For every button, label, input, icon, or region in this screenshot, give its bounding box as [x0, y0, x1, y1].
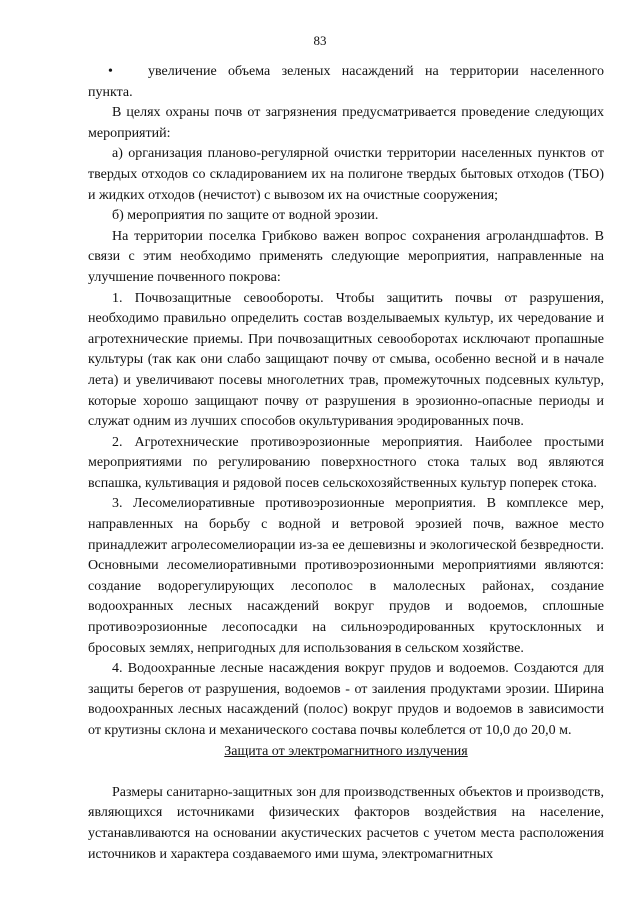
- bullet-paragraph: [88, 62, 604, 103]
- bullet-icon: •: [108, 64, 113, 79]
- paragraph-measure-1: 1. Почвозащитные севообороты. Чтобы защитить почвы от разрушения, необходимо правильно определить состав возделываемых культур, их чередование и агротехнические приемы. При почвозащитных севооборотах исключают пропашные культуры (так как они слабо защищают почву от смыва, особенно весной и в начале лета) и увеличивают посевы многолетних трав, промежуточных подсевных культур, которые хорошо защищают почву от разрушения в эрозионно-опасные периоды и служат одним из лучших способов окультуривания эродированных почв.: [88, 290, 604, 430]
- page-number: 83: [313, 33, 327, 48]
- document-body: [88, 62, 604, 865]
- paragraph-measure-3: 3. Лесомелиоративные противоэрозионные мероприятия. В комплексе мер, направленных на борьбу с водной и ветровой эрозией почв, важное место принадлежит агролесомелиорации из-за ее дешевизны и экологической безвредности. Основными лесомелиоративными противоэрозионными мероприятиями являются: создание водорегулирующих лесополос в малолесных районах, создание водоохранных лесных насаждений вокруг прудов и водоемов, сплошные противоэрозионные лесопосадки на сильноэродированных крутосклонных и бросовых землях, непригодных для использования в сельском хозяйстве.: [88, 496, 604, 656]
- paragraph-item-a: а) организация планово-регулярной очистки территории населенных пунктов от твердых отходов со складированием их на полигоне твердых бытовых отходов (ТБО) и жидких отходов (нечистот) с вывозом их на очистные сооружения;: [88, 146, 604, 203]
- paragraph-measure-4: 4. Водоохранные лесные насаждения вокруг прудов и водоемов. Создаются для защиты берегов от разрушения, водоемов - от заиления продуктами эрозии. Ширина водоохранных лесных насаждений (полос) вокруг прудов и водоемов в зависимости от крутизны склона и механического состава почвы колеблется от 10,0 до 20,0 м.: [88, 661, 604, 738]
- paragraph-sanitary-zones: Размеры санитарно-защитных зон для производственных объектов и производств, являющихся источниками физических факторов воздействия на население, устанавливаются на основании акустических расчетов с учетом места расположения источников и характера создаваемого ими шума, электромагнитных: [88, 784, 604, 862]
- bullet-text: увеличение объема зеленых насаждений на территории населенного пункта.: [88, 64, 604, 100]
- paragraph-agrolandscapes: На территории поселка Грибково важен вопрос сохранения агроландшафтов. В связи с этим необходимо применять следующие мероприятия, направленные на улучшение почвенного покрова:: [88, 228, 604, 285]
- paragraph-soil-protection-intro: В целях охраны почв от загрязнения предусматривается проведение следующих мероприятий:: [88, 105, 604, 141]
- section-heading: Защита от электромагнитного излучения: [224, 743, 468, 759]
- paragraph-measure-2: 2. Агротехнические противоэрозионные мероприятия. Наиболее простыми мероприятиями по регулированию поверхностного стока талых вод являются вспашка, культивация и рядовой посев сельскохозяйственных культур поперек стока.: [88, 434, 604, 491]
- paragraph-item-b: б) мероприятия по защите от водной эрозии.: [112, 208, 379, 224]
